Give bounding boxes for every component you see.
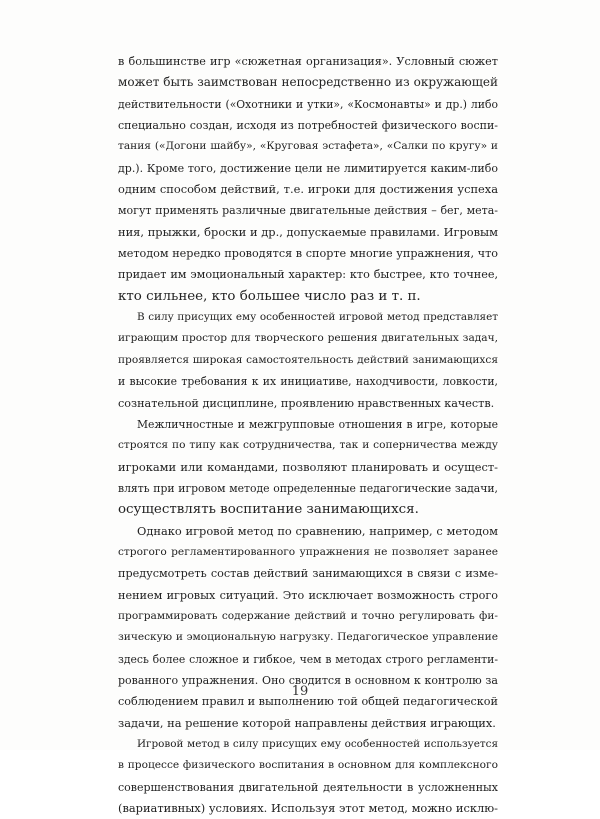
paragraph-4-line: программировать содержание действий и точно регулировать фи- bbox=[118, 609, 498, 622]
paragraph-5-line: Игровой метод в силу присущих ему особенностей используется bbox=[137, 738, 498, 750]
paragraph-4-line: строгого регламентированного упражнения не позволяет заранее bbox=[118, 545, 498, 558]
paragraph-5-line: (вариативных) условиях. Используя этот метод, можно исклю- bbox=[118, 801, 498, 816]
paragraph-1-line: в большинстве игр «сюжетная организация». Условный сюжет bbox=[118, 55, 498, 68]
paragraph-3-line: Межличностные и межгрупповые отношения в игре, которые bbox=[137, 417, 498, 431]
paragraph-1-line: одним способом действий, т.е. игроки для достижения успеха bbox=[118, 182, 498, 197]
paragraph-1-line: могут применять различные двигательные действия – бег, мета- bbox=[118, 204, 498, 218]
paragraph-4-line: нением игровых ситуаций. Это исключает возможность строго bbox=[118, 588, 498, 602]
paragraph-5-line: совершенствования двигательной деятельности в усложненных bbox=[118, 780, 498, 794]
paragraph-5-line: в процессе физического воспитания в основном для комплексного bbox=[118, 759, 498, 772]
paragraph-3-line: строятся по типу как сотрудничества, так и соперничества между bbox=[118, 439, 498, 452]
paragraph-2-line: сознательной дисциплине, проявлению нравственных качеств. bbox=[118, 396, 495, 410]
paragraph-1-line: методом нередко проводятся в спорте многие упражнения, что bbox=[118, 247, 498, 261]
paragraph-1-line: тания («Догони шайбу», «Круговая эстафета», «Салки по кругу» и bbox=[118, 140, 498, 153]
paragraph-2-line: играющим простор для творческого решения двигательных задач, bbox=[118, 332, 498, 345]
paragraph-1-line: др.). Кроме того, достижение цели не лимитируется каким-либо bbox=[118, 161, 498, 175]
paragraph-4-line: здесь более сложное и гибкое, чем в методах строго регламенти- bbox=[118, 652, 498, 666]
paragraph-2-line: проявляется широкая самостоятельность действий занимающихся bbox=[118, 353, 498, 366]
paragraph-3-line: осуществлять воспитание занимающихся. bbox=[118, 502, 419, 518]
paragraph-1-line: ния, прыжки, броски и др., допускаемые правилами. Игровым bbox=[118, 224, 498, 239]
paragraph-4-line: соблюдением правил и выполнению той общей педагогической bbox=[118, 695, 498, 709]
paragraph-4-line: Однако игровой метод по сравнению, например, с методом bbox=[137, 523, 498, 538]
paragraph-1-line: кто сильнее, кто большее число раз и т. п. bbox=[118, 288, 421, 304]
paragraph-1-line: придает им эмоциональный характер: кто быстрее, кто точнее, bbox=[118, 268, 498, 282]
paragraph-2-line: В силу присущих ему особенностей игровой метод представляет bbox=[137, 311, 498, 324]
paragraph-4-line: рованного упражнения. Оно сводится в основном к контролю за bbox=[118, 673, 498, 687]
paragraph-1-line: действительности («Охотники и утки», «Космонавты» и др.) либо bbox=[118, 97, 498, 111]
paragraph-3-line: игроками или командами, позволяют планировать и осущест- bbox=[118, 459, 498, 474]
paragraph-4-line: предусмотреть состав действий занимающихся в связи с изме- bbox=[118, 567, 498, 581]
paragraph-4-line: зическую и эмоциональную нагрузку. Педагогическое управление bbox=[118, 631, 498, 644]
paragraph-3-line: влять при игровом методе определенные педагогические задачи, bbox=[118, 481, 498, 495]
page-number: 19 bbox=[291, 684, 309, 699]
paragraph-1-line: может быть заимствован непосредственно из окружающей bbox=[118, 75, 498, 90]
paragraph-4-line: задачи, на решение которой направлены действия играющих. bbox=[118, 715, 496, 730]
paragraph-1-line: специально создан, исходя из потребностей физического воспи- bbox=[118, 119, 498, 133]
body-text bbox=[118, 51, 498, 819]
paragraph-2-line: и высокие требования к их инициативе, находчивости, ловкости, bbox=[118, 375, 498, 389]
